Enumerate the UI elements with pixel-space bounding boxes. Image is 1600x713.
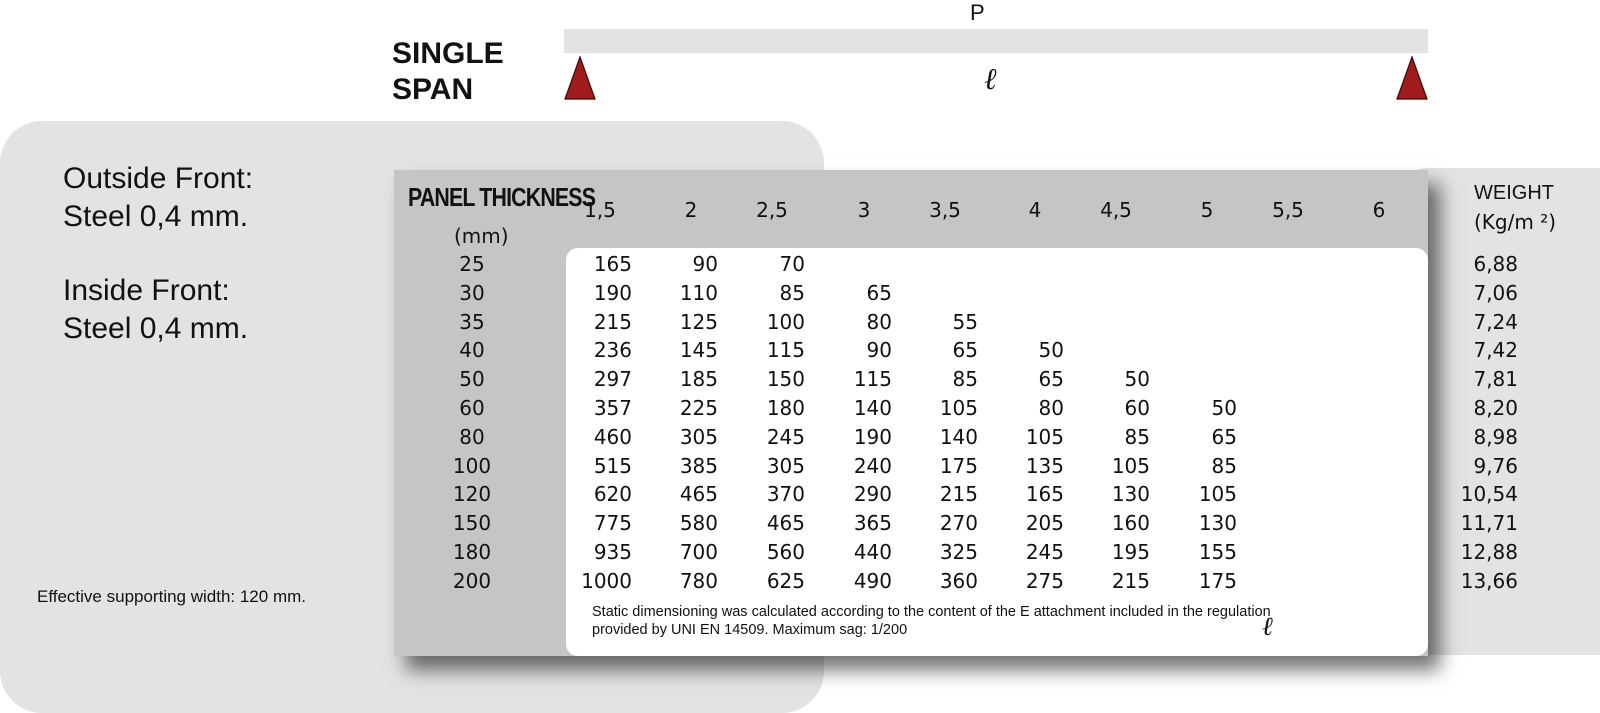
- load-cell: 385: [679, 453, 718, 478]
- row-weight: 7,42: [1473, 338, 1518, 363]
- row-weight: 8,98: [1473, 424, 1518, 449]
- load-cell: 115: [766, 338, 805, 363]
- row-thickness: 100: [452, 453, 492, 478]
- load-cell: 465: [766, 511, 805, 536]
- load-cell: 155: [1198, 540, 1237, 564]
- load-cell: 465: [679, 482, 718, 507]
- row-thickness: 50: [459, 367, 485, 392]
- load-cell: 50: [1038, 338, 1064, 363]
- beam: [564, 29, 1428, 53]
- load-cell: 225: [679, 396, 718, 420]
- row-thickness: 60: [459, 396, 485, 420]
- load-cell: 190: [593, 280, 632, 305]
- inside-front-label: Inside Front:: [63, 274, 230, 307]
- load-cell: 305: [766, 453, 805, 478]
- load-cell: 515: [593, 453, 632, 478]
- load-cell: 50: [1124, 367, 1150, 392]
- load-cell: 165: [1025, 482, 1064, 507]
- row-weight: 9,76: [1473, 453, 1518, 478]
- outside-front-value: Steel 0,4 mm.: [63, 200, 249, 233]
- load-cell: 65: [952, 338, 978, 363]
- span-header-5: 3,5: [929, 198, 961, 222]
- load-cell: 65: [866, 280, 892, 305]
- row-thickness: 180: [452, 540, 492, 564]
- load-cell: 270: [939, 511, 978, 536]
- load-cell: 560: [766, 540, 805, 564]
- load-cell: 110: [679, 280, 718, 305]
- supporting-width-note: Effective supporting width: 120 mm.: [37, 587, 306, 606]
- load-cell: 370: [766, 482, 805, 507]
- load-cell: 125: [679, 309, 718, 334]
- left-support-icon: [564, 56, 596, 100]
- load-cell: 190: [853, 424, 892, 449]
- load-cell: 185: [679, 367, 718, 392]
- load-cell: 60: [1124, 396, 1150, 420]
- panel-thickness-header: PANEL THICKNESS: [408, 182, 596, 212]
- load-cell: 145: [679, 338, 718, 363]
- load-cell: 215: [1111, 568, 1150, 593]
- row-thickness: 150: [452, 511, 492, 536]
- load-cell: 305: [679, 424, 718, 449]
- load-cell: 440: [853, 540, 892, 564]
- inside-front-value: Steel 0,4 mm.: [63, 312, 249, 345]
- load-cell: 55: [952, 309, 978, 334]
- load-cell: 245: [766, 424, 805, 449]
- load-cell: 65: [1211, 424, 1237, 449]
- load-cell: 175: [1198, 568, 1237, 593]
- span-header-9: 5,5: [1272, 198, 1304, 222]
- load-cell: 85: [952, 367, 978, 392]
- calculation-note-line-1: Static dimensioning was calculated according to the content of the E attachment included in the regulation: [592, 604, 1271, 620]
- load-cell: 160: [1111, 511, 1150, 536]
- load-cell: 130: [1111, 482, 1150, 507]
- load-cell: 85: [1124, 424, 1150, 449]
- row-weight: 7,24: [1473, 309, 1518, 334]
- load-cell: 275: [1025, 568, 1064, 593]
- calculation-note-line-2: provided by UNI EN 14509. Maximum sag: 1/200: [592, 622, 908, 638]
- row-thickness: 80: [459, 424, 485, 449]
- load-cell: 620: [593, 482, 632, 507]
- load-cell: 780: [679, 568, 718, 593]
- load-cell: 150: [766, 367, 805, 392]
- load-cell: 935: [593, 540, 632, 564]
- load-cell: 1000: [581, 568, 632, 593]
- load-cell: 90: [866, 338, 892, 363]
- load-cell: 115: [853, 367, 892, 392]
- load-cell: 80: [866, 309, 892, 334]
- load-cell: 140: [939, 424, 978, 449]
- span-header-4: 3: [857, 198, 871, 222]
- load-cell: 65: [1038, 367, 1064, 392]
- diagram-title: [392, 36, 504, 108]
- load-cell: 195: [1111, 540, 1150, 564]
- load-cell: 460: [593, 424, 632, 449]
- load-cell: 325: [939, 540, 978, 564]
- row-weight: 7,06: [1473, 280, 1518, 305]
- span-header-2: 2: [684, 198, 698, 222]
- load-cell: 85: [1211, 453, 1237, 478]
- load-cell: 100: [766, 309, 805, 334]
- row-weight: 7,81: [1473, 367, 1518, 392]
- load-cell: 205: [1025, 511, 1064, 536]
- load-cell: 580: [679, 511, 718, 536]
- load-cell: 245: [1025, 540, 1064, 564]
- row-weight: 10,54: [1460, 482, 1518, 507]
- row-weight: 6,88: [1473, 252, 1518, 276]
- load-cell: 140: [853, 396, 892, 420]
- row-weight: 12,88: [1460, 540, 1518, 564]
- inside-front-spec: [63, 272, 248, 348]
- row-thickness: 35: [459, 309, 485, 334]
- load-cell: 130: [1198, 511, 1237, 536]
- load-cell: 775: [593, 511, 632, 536]
- row-thickness: 30: [459, 280, 485, 305]
- row-weight: 13,66: [1460, 568, 1518, 593]
- span-header-10: 6: [1372, 198, 1386, 222]
- span-header-8: 5: [1200, 198, 1214, 222]
- load-cell: 135: [1025, 453, 1064, 478]
- load-cell: 236: [593, 338, 632, 363]
- row-weight: 8,20: [1473, 396, 1518, 420]
- thickness-unit: (mm): [454, 224, 509, 248]
- load-cell: 360: [939, 568, 978, 593]
- outside-front-spec: [63, 160, 253, 236]
- load-cell: 165: [593, 252, 632, 276]
- load-cell: 105: [1111, 453, 1150, 478]
- load-cell: 490: [853, 568, 892, 593]
- row-thickness: 25: [459, 252, 485, 276]
- right-support-icon: [1396, 56, 1428, 100]
- load-cell: 85: [779, 280, 805, 305]
- load-cell: 70: [779, 252, 805, 276]
- row-thickness: 40: [459, 338, 485, 363]
- load-cell: 625: [766, 568, 805, 593]
- row-thickness: 200: [452, 568, 492, 593]
- weight-unit: (Kg/m ²): [1474, 210, 1557, 234]
- load-cell: 80: [1038, 396, 1064, 420]
- load-cell: 175: [939, 453, 978, 478]
- title-line-1: SINGLE: [392, 37, 504, 70]
- outside-front-label: Outside Front:: [63, 162, 254, 195]
- span-header-1: 1,5: [584, 198, 616, 222]
- note-span-symbol: ℓ: [1262, 612, 1273, 642]
- load-cell: 90: [692, 252, 718, 276]
- load-cell: 105: [939, 396, 978, 420]
- title-line-2: SPAN: [392, 73, 474, 106]
- load-cell: 365: [853, 511, 892, 536]
- load-cell: 215: [593, 309, 632, 334]
- load-cell: 105: [1198, 482, 1237, 507]
- load-cell: 105: [1025, 424, 1064, 449]
- row-weight: 11,71: [1460, 511, 1518, 536]
- span-header-6: 4: [1028, 198, 1042, 222]
- weight-header: WEIGHT: [1474, 182, 1554, 204]
- load-cell: 290: [853, 482, 892, 507]
- load-cell: 357: [593, 396, 632, 420]
- span-header-7: 4,5: [1100, 198, 1132, 222]
- load-cell: 240: [853, 453, 892, 478]
- load-cell: 50: [1211, 396, 1237, 420]
- load-label: P: [970, 0, 985, 25]
- row-thickness: 120: [452, 482, 492, 507]
- span-symbol: ℓ: [984, 62, 997, 97]
- load-cell: 180: [766, 396, 805, 420]
- load-cell: 700: [679, 540, 718, 564]
- span-header-3: 2,5: [756, 198, 788, 222]
- calculation-note: [592, 603, 1292, 639]
- load-cell: 297: [593, 367, 632, 392]
- load-cell: 215: [939, 482, 978, 507]
